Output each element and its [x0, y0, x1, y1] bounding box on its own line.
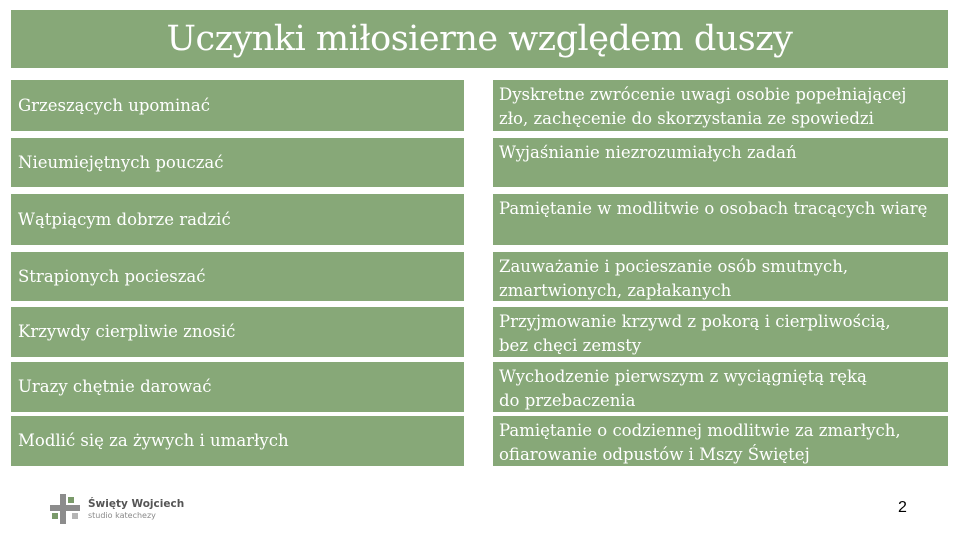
row-5-left-cell — [11, 307, 464, 357]
row-1-left-text: Grzeszących upominać — [18, 95, 210, 115]
title-bar — [11, 10, 948, 68]
row-4-right-line-2: zmartwionych, zapłakanych — [499, 281, 732, 300]
row-2-left-text: Nieumiejętnych pouczać — [18, 152, 224, 172]
row-6-right-line-1: Wychodzenie pierwszym z wyciągniętą ręką — [499, 367, 867, 386]
row-1-right-line-1: Dyskretne zwrócenie uwagi osobie popełniającej — [499, 85, 907, 104]
row-2-right-line-1: Wyjaśnianie niezrozumiałych zadań — [499, 143, 797, 162]
cross-logo-icon — [50, 494, 82, 524]
row-4-left-text: Strapionych pocieszać — [18, 266, 206, 286]
logo-name: Święty Wojciech — [88, 498, 185, 510]
row-7-right-line-2: ofiarowanie odpustów i Mszy Świętej — [499, 445, 810, 464]
row-6-right-cell — [493, 362, 948, 412]
row-7-left-text: Modlić się za żywych i umarłych — [18, 431, 289, 450]
row-3-left-cell — [11, 194, 464, 245]
row-3-left-text: Wątpiącym dobrze radzić — [18, 209, 231, 229]
row-2-left-cell — [11, 138, 464, 187]
row-4-right-line-1: Zauważanie i pocieszanie osób smutnych, — [499, 257, 849, 276]
row-4-right-cell — [493, 252, 948, 301]
row-3-right-cell — [493, 194, 948, 245]
row-7-right-cell — [493, 416, 948, 466]
row-1-right-cell — [493, 80, 948, 131]
slide-title: Uczynki miłosierne względem duszy — [166, 19, 793, 59]
row-5-left-text: Krzywdy cierpliwie znosić — [18, 322, 236, 341]
row-1-right-line-2: zło, zachęcenie do skorzystania ze spowiedzi — [499, 109, 874, 128]
row-5-right-line-1: Przyjmowanie krzywd z pokorą i cierpliwością, — [499, 312, 891, 331]
row-4-left-cell — [11, 252, 464, 301]
page-number: 2 — [898, 499, 907, 516]
row-3-right-line-1: Pamiętanie w modlitwie o osobach tracących wiarę — [499, 199, 928, 218]
row-6-right-line-2: do przebaczenia — [499, 391, 636, 410]
row-6-left-cell — [11, 362, 464, 412]
row-5-right-line-2: bez chęci zemsty — [499, 336, 642, 355]
row-5-right-cell — [493, 307, 948, 357]
row-7-right-line-1: Pamiętanie o codziennej modlitwie za zmarłych, — [499, 421, 901, 440]
row-1-left-cell — [11, 80, 464, 131]
row-7-left-cell — [11, 416, 464, 466]
row-2-right-cell — [493, 138, 948, 187]
logo-subtitle: studio katechezy — [88, 511, 156, 520]
swiety-wojciech-logo — [50, 494, 190, 524]
row-6-left-text: Urazy chętnie darować — [18, 377, 212, 396]
